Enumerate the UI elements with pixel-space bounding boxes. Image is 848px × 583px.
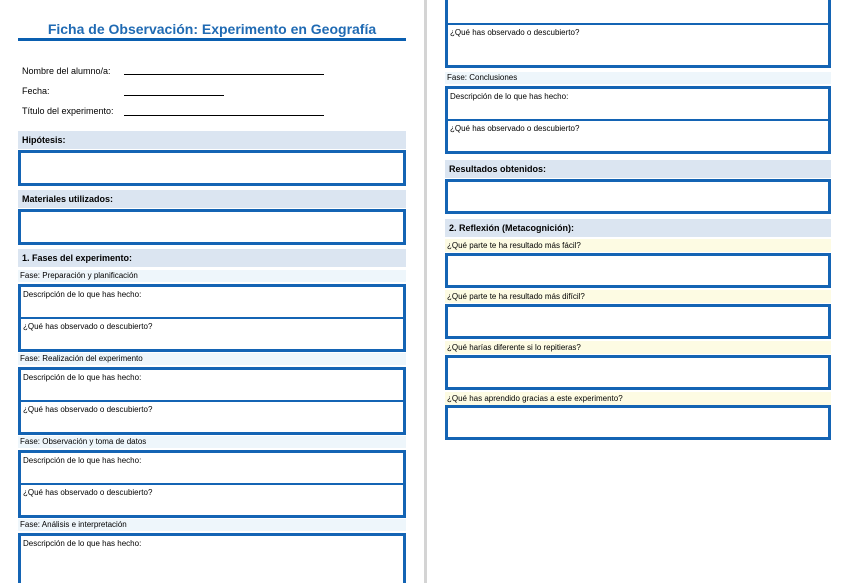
right-page (427, 0, 848, 583)
experiment-title-label: Título del experimento: (22, 106, 114, 116)
box-separator (21, 400, 403, 402)
reflection-answer-box[interactable] (445, 304, 831, 339)
phase-box-continued[interactable] (445, 0, 831, 68)
reflection-question: ¿Qué harías diferente si lo repitieras? (445, 341, 831, 354)
phases-header: 1. Fases del experimento: (18, 249, 406, 267)
phase-label: Fase: Análisis e interpretación (18, 519, 406, 531)
box-separator (21, 317, 403, 319)
phase-box[interactable] (445, 86, 831, 154)
phase-box[interactable] (18, 533, 406, 583)
date-line[interactable] (124, 95, 224, 96)
worksheet-title: Ficha de Observación: Experimento en Geografía (47, 21, 377, 37)
phase-label: Fase: Observación y toma de datos (18, 436, 406, 448)
title-rule (18, 38, 406, 41)
reflection-answer-box[interactable] (445, 253, 831, 288)
hypothesis-box[interactable] (18, 150, 406, 186)
results-header: Resultados obtenidos: (445, 160, 831, 178)
reflection-question: ¿Qué parte te ha resultado más fácil? (445, 239, 831, 252)
reflection-answer-box[interactable] (445, 355, 831, 390)
observed-prompt: ¿Qué has observado o descubierto? (450, 28, 580, 37)
done-prompt: Descripción de lo que has hecho: (23, 456, 142, 465)
date-label: Fecha: (22, 86, 50, 96)
hypothesis-header: Hipótesis: (18, 131, 406, 149)
experiment-title-line[interactable] (124, 115, 324, 116)
reflection-question: ¿Qué parte te ha resultado más difícil? (445, 290, 831, 303)
observed-prompt: ¿Qué has observado o descubierto? (23, 405, 153, 414)
student-name-label: Nombre del alumno/a: (22, 66, 111, 76)
done-prompt: Descripción de lo que has hecho: (23, 290, 142, 299)
phase-label: Fase: Preparación y planificación (18, 270, 406, 282)
phase-box[interactable] (18, 450, 406, 518)
results-box[interactable] (445, 179, 831, 214)
phase-label: Fase: Realización del experimento (18, 353, 406, 365)
reflection-header: 2. Reflexión (Metacognición): (445, 219, 831, 237)
student-name-line[interactable] (124, 74, 324, 75)
phase-box[interactable] (18, 284, 406, 352)
observed-prompt: ¿Qué has observado o descubierto? (23, 488, 153, 497)
reflection-question: ¿Qué has aprendido gracias a este experimento? (445, 392, 831, 405)
done-prompt: Descripción de lo que has hecho: (23, 539, 142, 548)
materials-header: Materiales utilizados: (18, 190, 406, 208)
done-prompt: Descripción de lo que has hecho: (450, 92, 569, 101)
box-separator (448, 23, 828, 25)
observed-prompt: ¿Qué has observado o descubierto? (450, 124, 580, 133)
phase-label: Fase: Conclusiones (445, 72, 831, 84)
materials-box[interactable] (18, 209, 406, 245)
reflection-answer-box[interactable] (445, 405, 831, 440)
observed-prompt: ¿Qué has observado o descubierto? (23, 322, 153, 331)
box-separator (448, 119, 828, 121)
box-separator (21, 483, 403, 485)
done-prompt: Descripción de lo que has hecho: (23, 373, 142, 382)
phase-box[interactable] (18, 367, 406, 435)
